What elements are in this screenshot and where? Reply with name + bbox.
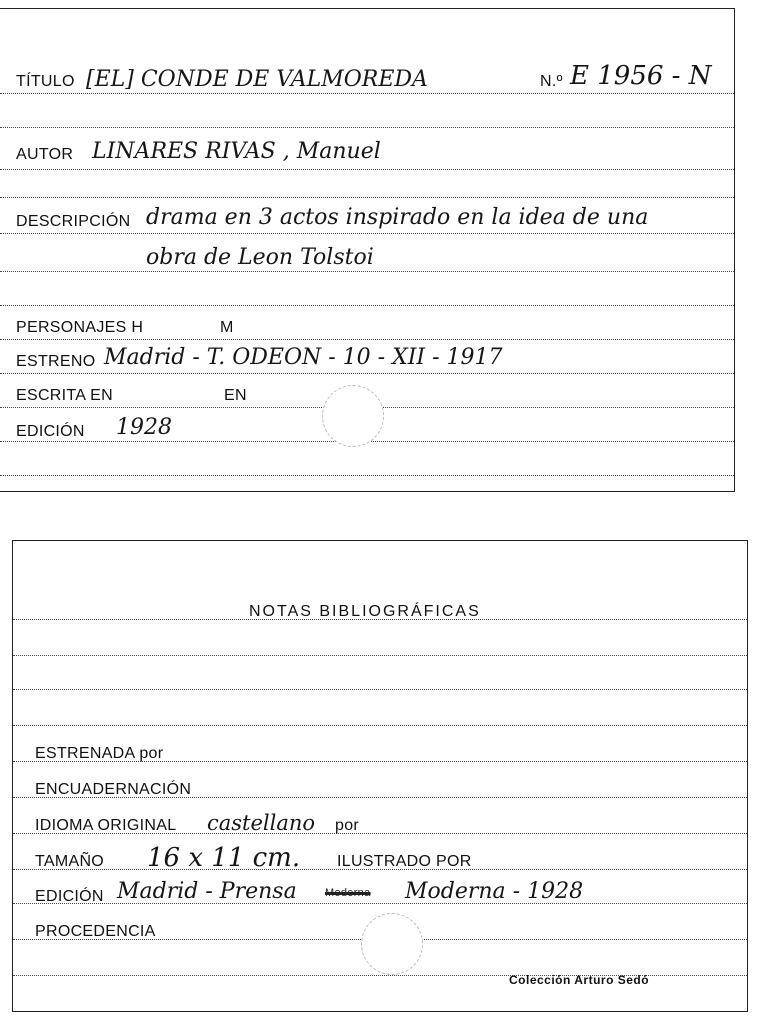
ruled-line	[0, 271, 734, 272]
edicion-struck-word: Moderna	[325, 887, 371, 899]
edicion-label: EDICIÓN	[16, 423, 85, 440]
ruled-line	[0, 127, 734, 128]
encuadernacion-label: ENCUADERNACIÓN	[35, 781, 192, 798]
titulo-label: TÍTULO	[16, 73, 75, 90]
coleccion-stamp: Colección Arturo Sedó	[509, 973, 650, 987]
catalog-card-top	[0, 8, 735, 492]
ruled-line	[0, 169, 734, 170]
personajes-m-label: M	[220, 319, 234, 336]
estrenada-label: ESTRENADA por	[35, 745, 164, 762]
escrita-en-label: EN	[224, 387, 247, 404]
descripcion-label: DESCRIPCIÓN	[16, 213, 131, 230]
descripcion-line1: drama en 3 actos inspirado en la idea de una	[146, 205, 649, 230]
personajes-label: PERSONAJES H	[16, 319, 144, 336]
punch-hole	[361, 913, 423, 975]
ruled-line	[0, 233, 734, 234]
notas-heading: NOTAS BIBLIOGRÁFICAS	[249, 603, 481, 620]
ruled-line	[0, 305, 734, 306]
idioma-value: castellano	[207, 811, 316, 835]
procedencia-label: PROCEDENCIA	[35, 923, 156, 940]
edicion-label: EDICIÓN	[35, 888, 104, 905]
tamano-label: TAMAÑO	[35, 853, 105, 870]
ruled-line	[0, 373, 734, 374]
ilustrado-label: ILUSTRADO POR	[337, 853, 472, 870]
punch-hole	[322, 385, 384, 447]
estreno-label: ESTRENO	[16, 353, 96, 370]
escrita-label: ESCRITA EN	[16, 387, 113, 404]
tamano-value: 16 x 11 cm.	[147, 843, 301, 873]
ruled-line	[0, 93, 734, 94]
descripcion-line2: obra de Leon Tolstoi	[146, 245, 374, 270]
idioma-label: IDIOMA ORIGINAL	[35, 817, 177, 834]
idioma-por-label: por	[335, 817, 360, 834]
catalog-card-bottom	[12, 540, 748, 1012]
numero-value: E 1956 - N	[570, 61, 712, 91]
edicion-value: 1928	[116, 415, 172, 440]
autor-value: LINARES RIVAS , Manuel	[92, 139, 381, 164]
edicion-value-2: Moderna - 1928	[405, 879, 584, 904]
ruled-line	[0, 475, 734, 476]
edicion-value: Madrid - Prensa	[117, 879, 297, 904]
titulo-value: [EL] CONDE DE VALMOREDA	[86, 67, 428, 92]
autor-label: AUTOR	[16, 146, 74, 163]
ruled-line	[13, 655, 747, 656]
ruled-line	[13, 725, 747, 726]
ruled-line	[0, 197, 734, 198]
ruled-line	[0, 339, 734, 340]
estreno-value: Madrid - T. ODEON - 10 - XII - 1917	[104, 345, 503, 370]
numero-label: N.º	[540, 73, 563, 90]
ruled-line	[13, 689, 747, 690]
